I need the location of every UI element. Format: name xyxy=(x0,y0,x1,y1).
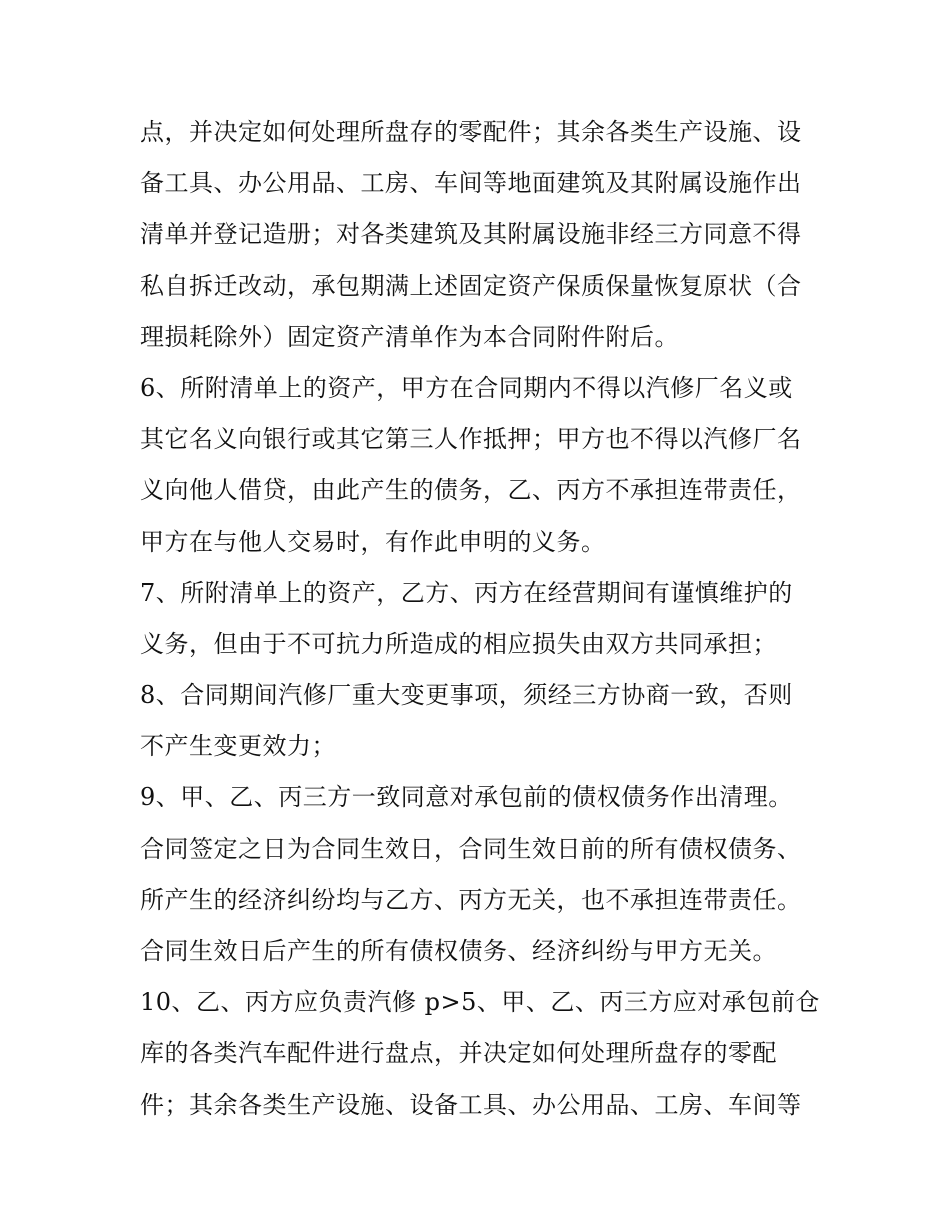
text-line: 所产生的经济纠纷均与乙方、丙方无关，也不承担连带责任。 xyxy=(140,885,802,914)
text-line: 其它名义向银行或其它第三人作抵押；甲方也不得以汽修厂名 xyxy=(140,425,802,454)
clause-8-line: 8、合同期间汽修厂重大变更事项，须经三方协商一致，否则 xyxy=(140,681,793,710)
clause-6-line: 6、所附清单上的资产，甲方在合同期内不得以汽修厂名义或 xyxy=(140,373,793,402)
text-line: 清单并登记造册；对各类建筑及其附属设施非经三方同意不得 xyxy=(140,220,802,249)
text-line: 点，并决定如何处理所盘存的零配件；其余各类生产设施、设 xyxy=(140,118,802,146)
text-line: 义务，但由于不可抗力所造成的相应损失由双方共同承担； xyxy=(140,629,777,658)
text-line: 合同生效日后产生的所有债权债务、经济纠纷与甲方无关。 xyxy=(140,937,777,965)
text-line: 义向他人借贷，由此产生的债务，乙、丙方不承担连带责任， xyxy=(140,476,802,505)
contract-text xyxy=(140,107,820,1131)
clause-7-line: 7、所附清单上的资产，乙方、丙方在经营期间有谨慎维护的 xyxy=(140,578,793,607)
clause-10-line: 10、乙、丙方应负责汽修 p>5、甲、乙、丙三方应对承包前仓 xyxy=(140,988,820,1017)
text-line: 合同签定之日为合同生效日，合同生效日前的所有债权债务、 xyxy=(140,834,802,863)
text-line: 不产生变更效力； xyxy=(140,732,336,761)
clause-9-line: 9、甲、乙、丙三方一致同意对承包前的债权债务作出清理。 xyxy=(140,783,793,812)
text-line: 私自拆迁改动，承包期满上述固定资产保质保量恢复原状（合 xyxy=(140,271,802,300)
text-line: 件；其余各类生产设施、设备工具、办公用品、工房、车间等 xyxy=(140,1090,802,1119)
text-line: 理损耗除外）固定资产清单作为本合同附件附后。 xyxy=(140,322,679,351)
text-line: 库的各类汽车配件进行盘点，并决定如何处理所盘存的零配 xyxy=(140,1039,777,1068)
text-line: 备工具、办公用品、工房、车间等地面建筑及其附属设施作出 xyxy=(140,169,802,198)
text-line: 甲方在与他人交易时，有作此申明的义务。 xyxy=(140,527,606,556)
